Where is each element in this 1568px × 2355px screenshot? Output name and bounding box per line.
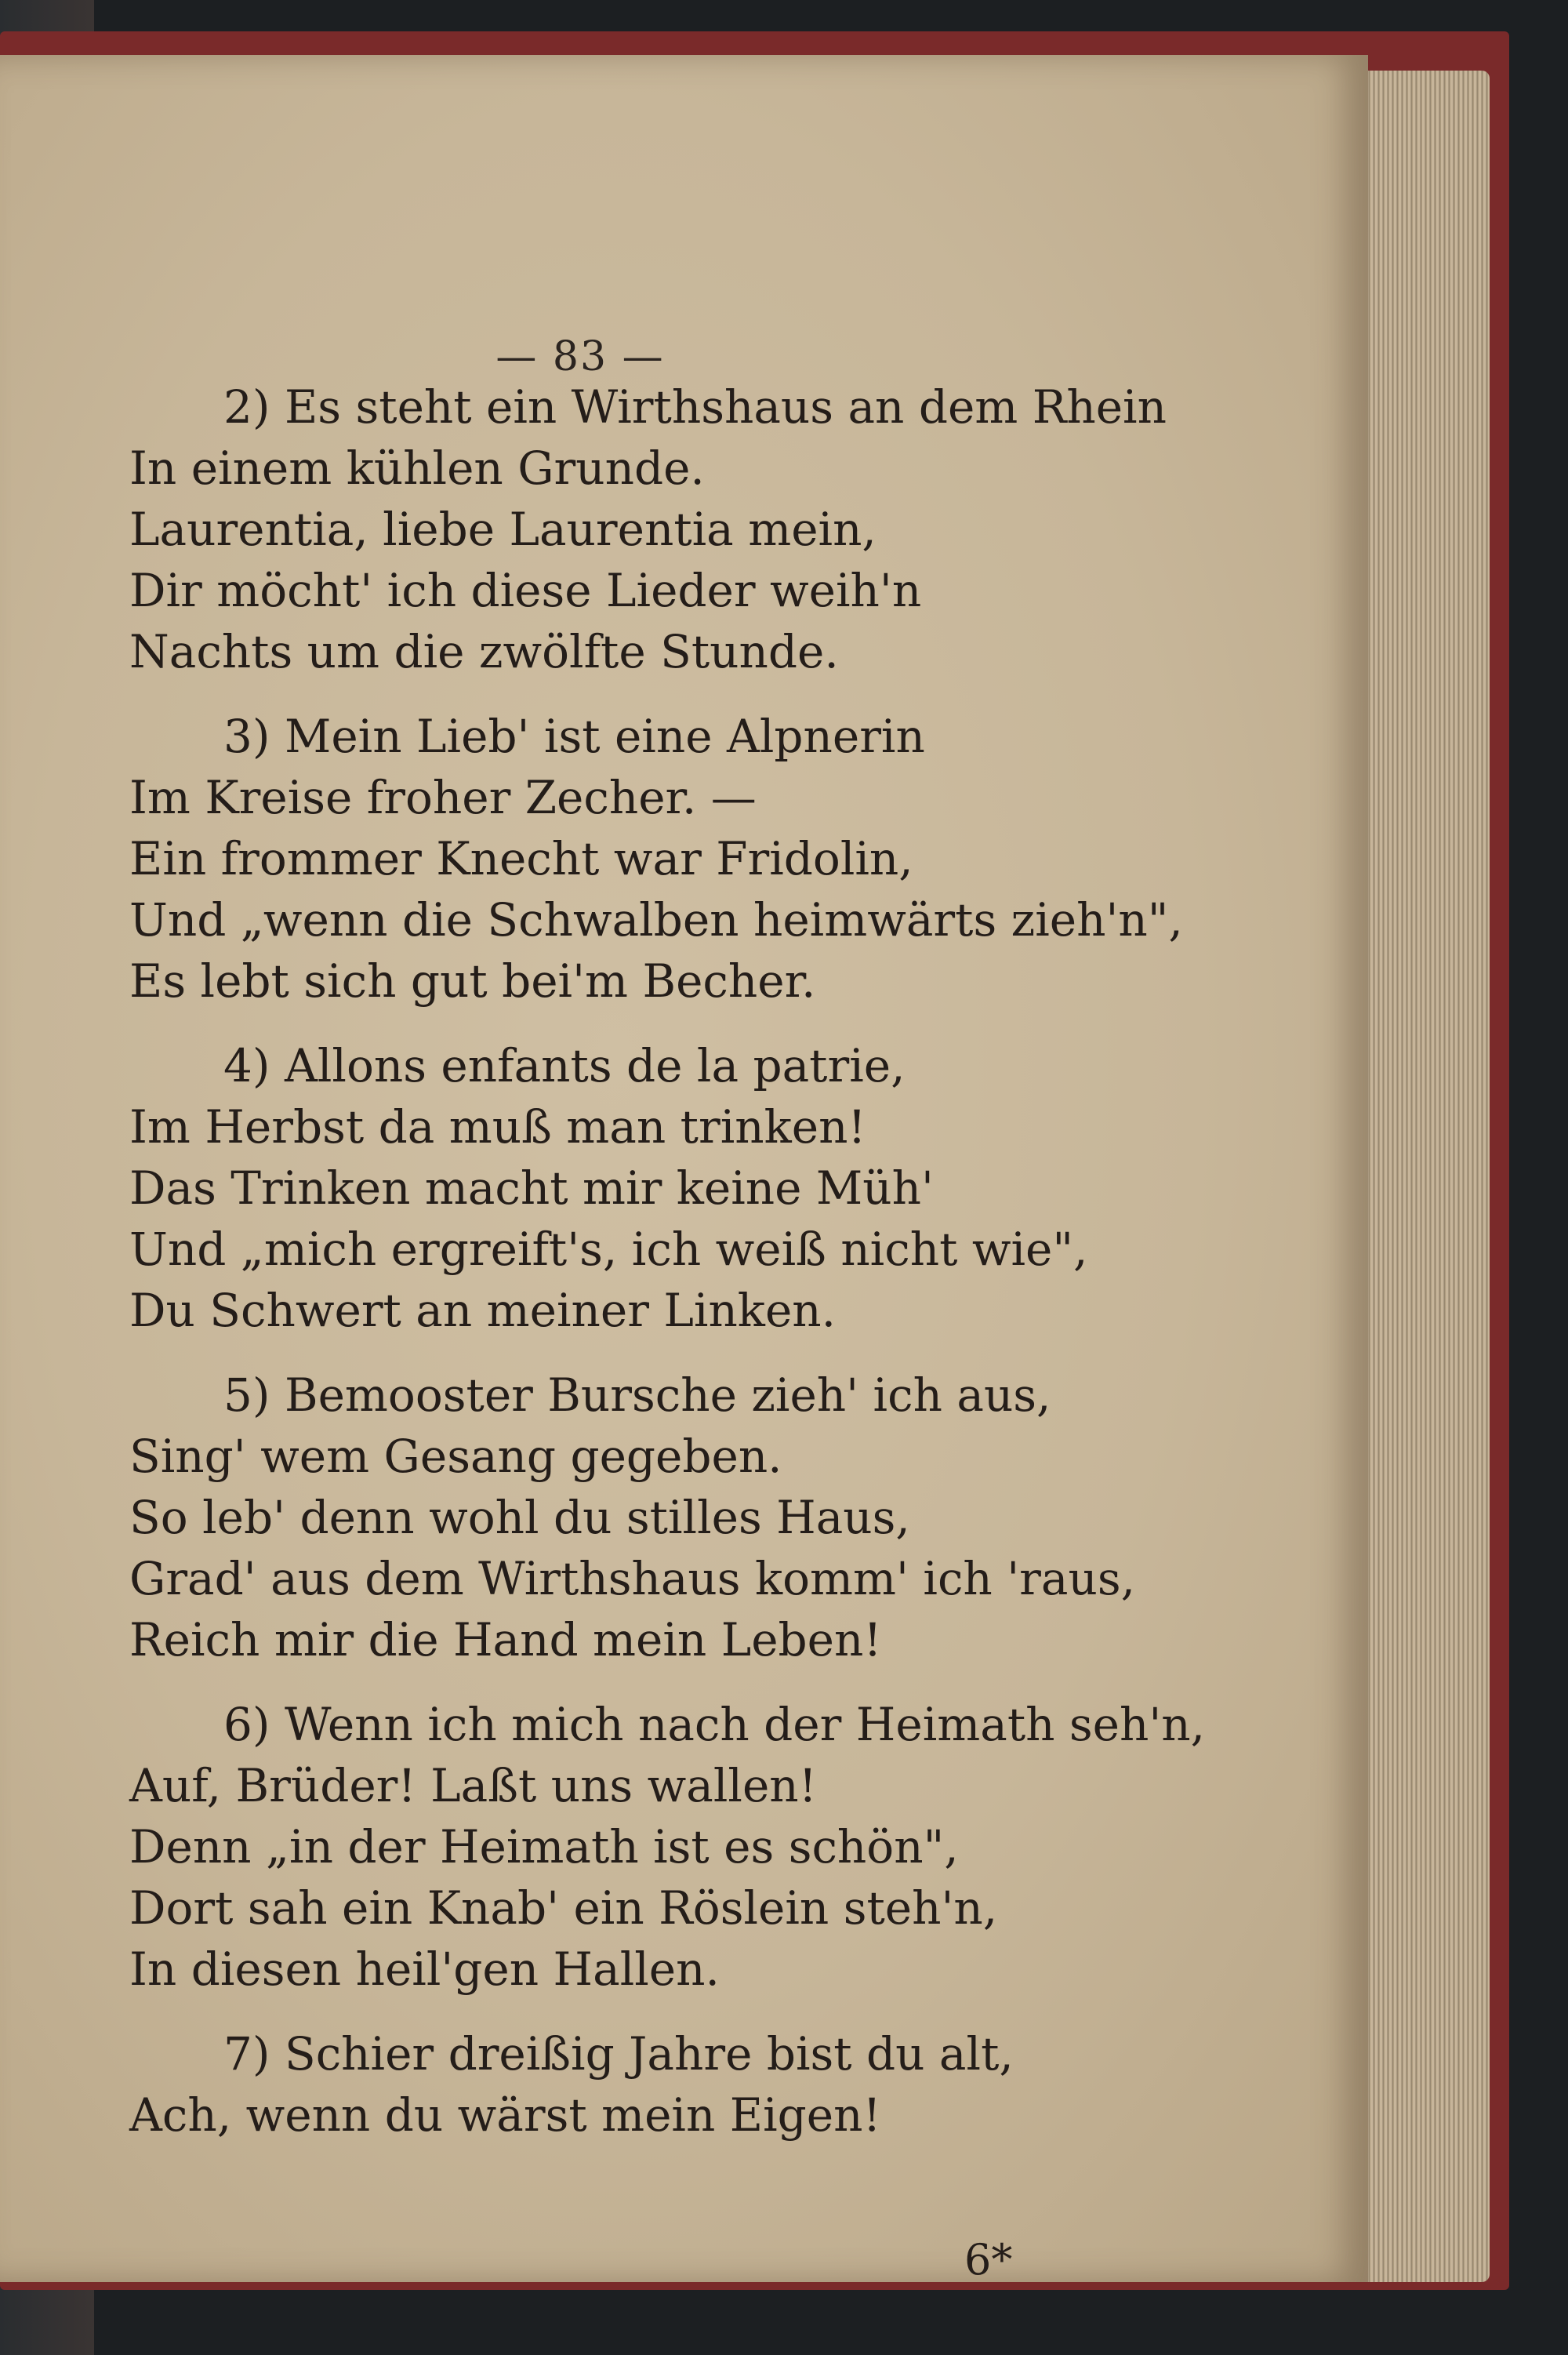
- stanza-6: [129, 1694, 1206, 2000]
- verse-line: Nachts um die zwölfte Stunde.: [129, 625, 839, 678]
- book-page: [0, 55, 1368, 2282]
- verse-line: 7) Schier dreißig Jahre bist du alt,: [223, 2027, 1014, 2081]
- verse-line: 5) Bemooster Bursche zieh' ich aus,: [223, 1368, 1051, 1422]
- verse-line: Das Trinken macht mir keine Müh': [129, 1161, 934, 1215]
- verse-line: Es lebt sich gut bei'm Becher.: [129, 954, 816, 1008]
- verse-line: In einem kühlen Grunde.: [129, 442, 705, 495]
- verse-line: Dir möcht' ich diese Lieder weih'n: [129, 564, 922, 617]
- verse-line: Auf, Brüder! Laßt uns wallen!: [129, 1759, 817, 1812]
- verse-line: Laurentia, liebe Laurentia mein,: [129, 503, 877, 556]
- stanza-5: [129, 1365, 1196, 1670]
- verse-line: Grad' aus dem Wirthshaus komm' ich 'raus,: [129, 1552, 1136, 1605]
- verse-line: Ach, wenn du wärst mein Eigen!: [129, 2088, 881, 2142]
- verse-line: Im Kreise froher Zecher. —: [129, 771, 757, 824]
- stanza-3: [129, 706, 1196, 1012]
- verse-line: Dort sah ein Knab' ein Röslein steh'n,: [129, 1881, 998, 1935]
- signature-mark: 6*: [964, 2235, 1013, 2284]
- verse-line: Und „mich ergreift's, ich weiß nicht wie",: [129, 1223, 1088, 1276]
- verse-line: 6) Wenn ich mich nach der Heimath seh'n,: [223, 1698, 1206, 1751]
- verse-line: Sing' wem Gesang gegeben.: [129, 1430, 782, 1483]
- verse-line: In diesen heil'gen Hallen.: [129, 1943, 720, 1996]
- verse-line: 3) Mein Lieb' ist eine Alpnerin: [223, 710, 925, 763]
- verse-line: Denn „in der Heimath ist es schön",: [129, 1820, 959, 1873]
- verse-line: Du Schwert an meiner Linken.: [129, 1284, 837, 1337]
- verse-line: Reich mir die Hand mein Leben!: [129, 1613, 882, 1666]
- verse-line: 4) Allons enfants de la patrie,: [223, 1039, 906, 1092]
- stanza-4: [129, 1035, 1196, 1341]
- verse-line: Ein frommer Knecht war Fridolin,: [129, 832, 913, 885]
- page-number: — 83 —: [495, 333, 665, 380]
- verse-line: So leb' denn wohl du stilles Haus,: [129, 1491, 910, 1544]
- stanza-2: [129, 376, 1196, 682]
- verse-line: Und „wenn die Schwalben heimwärts zieh'n",: [129, 893, 1183, 947]
- stanza-7: [129, 2023, 1196, 2146]
- verse-line: Im Herbst da muß man trinken!: [129, 1100, 866, 1154]
- verse-line: 2) Es steht ein Wirthshaus an dem Rhein: [223, 380, 1167, 434]
